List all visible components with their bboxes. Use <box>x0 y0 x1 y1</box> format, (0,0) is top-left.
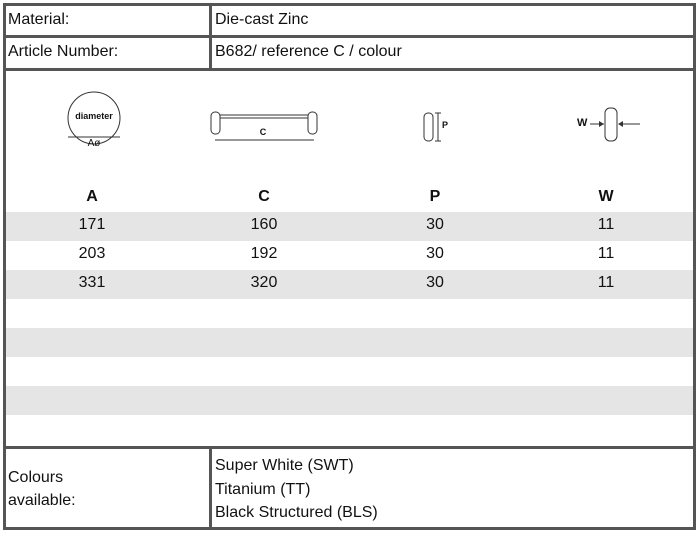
diameter-diagram <box>64 90 124 162</box>
diameter-label: diameter <box>75 111 113 121</box>
table-row-empty <box>6 415 693 444</box>
table-row-empty <box>6 299 693 328</box>
cell-p: 30 <box>426 245 444 262</box>
cell-w: 11 <box>597 274 615 291</box>
width-diagram <box>576 104 642 150</box>
projection-diagram <box>423 110 459 146</box>
cell-c: 192 <box>250 245 278 262</box>
colour-item: Black Structured (BLS) <box>215 504 378 521</box>
cell-w: 11 <box>597 245 615 262</box>
spec-sheet <box>3 3 696 530</box>
divider <box>6 68 693 71</box>
divider <box>6 35 693 38</box>
table-row <box>6 212 693 241</box>
cell-a: 331 <box>78 274 106 291</box>
cell-c: 320 <box>250 274 278 291</box>
cell-w: 11 <box>597 216 615 233</box>
column-divider <box>209 449 212 527</box>
length-label: C <box>259 127 267 137</box>
colours-label-line1: Colours <box>8 469 64 486</box>
column-divider <box>209 6 212 68</box>
length-diagram <box>210 104 322 150</box>
projection-label: P <box>442 120 449 130</box>
colour-item: Titanium (TT) <box>215 481 311 498</box>
cell-a: 203 <box>78 245 106 262</box>
table-row <box>6 270 693 299</box>
width-label: W <box>577 117 588 129</box>
table-row-empty <box>6 357 693 386</box>
table-row <box>6 241 693 270</box>
table-row-empty <box>6 386 693 415</box>
column-header-p: P <box>429 188 441 205</box>
divider <box>6 446 693 449</box>
column-header-c: C <box>258 188 270 205</box>
cell-p: 30 <box>426 274 444 291</box>
diameter-circle-icon <box>64 90 124 162</box>
article-label: Article Number: <box>8 43 119 60</box>
cell-a: 171 <box>78 216 106 233</box>
column-header-w: W <box>598 188 614 205</box>
colour-item: Super White (SWT) <box>215 457 354 474</box>
colours-label-line2: available: <box>8 492 76 509</box>
cell-p: 30 <box>426 216 444 233</box>
article-value: B682/ reference C / colour <box>215 43 402 60</box>
column-header-a: A <box>86 188 98 205</box>
handle-profile-icon <box>423 110 459 146</box>
material-value: Die-cast Zinc <box>215 11 309 28</box>
cell-c: 160 <box>250 216 278 233</box>
material-label: Material: <box>8 11 70 28</box>
table-row-empty <box>6 328 693 357</box>
diameter-sub-label: Aø <box>87 138 101 149</box>
